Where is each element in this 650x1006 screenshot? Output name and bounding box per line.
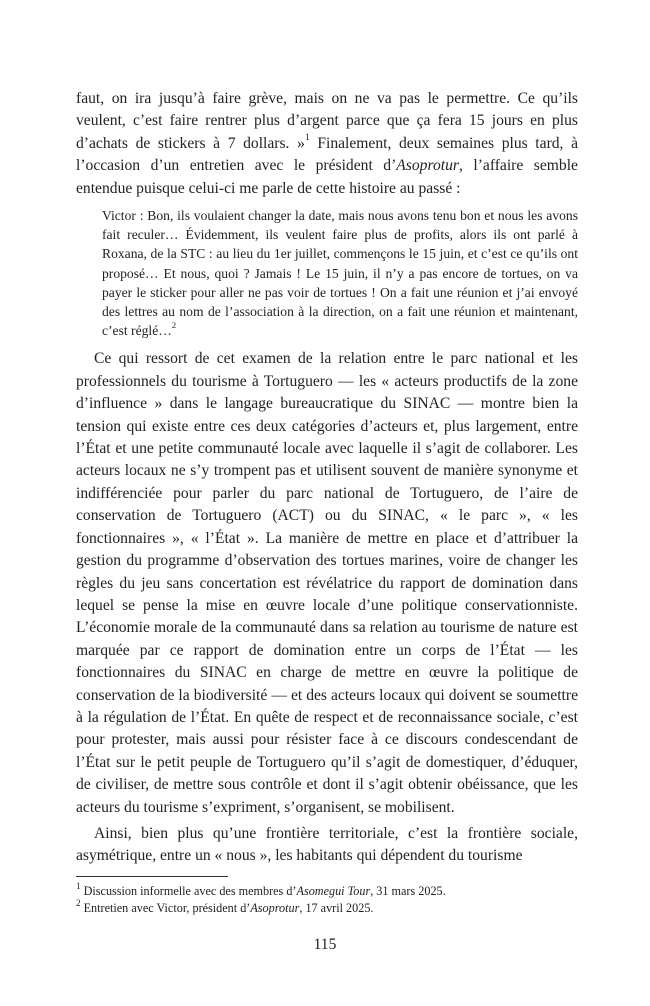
footnote-2-text-b: , 17 avril 2025.	[299, 901, 374, 915]
footnote-1	[76, 880, 578, 900]
paragraph-1-text-b: Finalement, deux semaines plus tard, à l’occasion d’un entretien avec le président d’	[76, 134, 578, 175]
footnote-ref-2[interactable]: 2	[171, 320, 177, 331]
page-body	[76, 88, 578, 868]
footnote-1-text-b: , 31 mars 2025.	[370, 884, 446, 898]
footnote-2	[76, 897, 578, 917]
paragraph-3-text: Ainsi, bien plus qu’une frontière territoriale, c’est la frontière sociale, asymétrique, entre un « nous », les habitants qui dépendent du tourisme	[76, 824, 578, 865]
footnote-1-text-a: Discussion informelle avec des membres d’	[80, 884, 297, 898]
block-quote	[76, 206, 578, 340]
paragraph-1	[76, 88, 578, 200]
paragraph-3	[76, 823, 578, 868]
paragraph-2	[76, 348, 578, 819]
page-number: 115	[313, 936, 337, 953]
footnote-2-org: Asoprotur	[250, 901, 300, 915]
footnotes-section	[76, 876, 578, 917]
paragraph-1-text-a: faut, on ira jusqu’à faire grève, mais on ne va pas le permettre. Ce qu’ils veulent, c’est faire rentrer plus d’argent parce que ça fera 15 jours en plus d’achats de stickers à 7 dollars. »	[76, 90, 578, 152]
quote-text: Victor : Bon, ils voulaient changer la date, mais nous avons tenu bon et nous les avons fait reculer… Évidemment, ils veulent faire plus de profits, alors ils ont parlé à Roxana, de la STC : au lieu du 1er juillet, commençons le 15 juin, et c’est ce qu’ils ont proposé… Et nous, quoi ? Jamais ! Le 15 juin, il n’y a pas encore de tortues, on va payer le sticker pour aller ne pas voir de tortues ! On a fait une réunion et j’ai envoyé des lettres au nom de l’association à la direction, on a fait une réunion et maintenant, c’est réglé…	[102, 208, 578, 339]
paragraph-1-text-c: , l’affaire semble entendue puisque celui-ci me parle de cette histoire au passé :	[76, 157, 578, 197]
footnote-1-org: Asomegui Tour	[296, 884, 371, 898]
org-name-italic: Asoprotur	[396, 157, 459, 175]
footnote-ref-1[interactable]: 1	[304, 132, 310, 144]
footnote-1-number: 1	[76, 880, 81, 891]
footnote-2-number: 2	[76, 897, 81, 908]
footnote-2-text-a: Entretien avec Victor, président d’	[80, 901, 251, 915]
footnote-divider	[76, 876, 228, 877]
paragraph-2-text: Ce qui ressort de cet examen de la relation entre le parc national et les professionnels du tourisme à Tortuguero — les « acteurs productifs de la zone d’influence » dans le langage bureaucratique du SINAC — montre bien la tension qui existe entre ces deux catégories d’acteurs et, plus largement, entre l’État et une petite communauté locale avec laquelle il s’agit de collaborer. Les acteurs locaux ne s’y trompent pas et utilisent souvent de manière synonyme et indifférenciée pour parler du parc national de Tortuguero, de l’aire de conservation de Tortuguero (ACT) ou du SINAC, « le parc », « les fonctionnaires », « l’État ». La manière de mettre en place et d’attribuer la gestion du programme d’observation des tortues marines, voire de changer les règles du jeu sans concertation est révélatrice du rapport de domination dans lequel se pense la mise en œuvre locale d’une politique conservationniste. L’économie morale de la communauté dans sa relation au tourisme de nature est marquée par ce rapport de domination entre un corps de l’État — les fonctionnaires du SINAC en charge de mettre en œuvre la politique de conservation de la biodiversité — et des acteurs locaux qui doivent se soumettre à la régulation de l’État. En quête de respect et de reconnaissance sociale, c’est pour protester, mais aussi pour résister face à ce discours condescendant de l’État sur le petit peuple de Tortuguero qu’il s’agit de domestiquer, d’éduquer, de civiliser, de mettre sous contrôle et dont il s’agit obtenir obéissance, que les acteurs du tourisme s’expriment, s’organisent, se mobilisent.	[76, 350, 578, 816]
